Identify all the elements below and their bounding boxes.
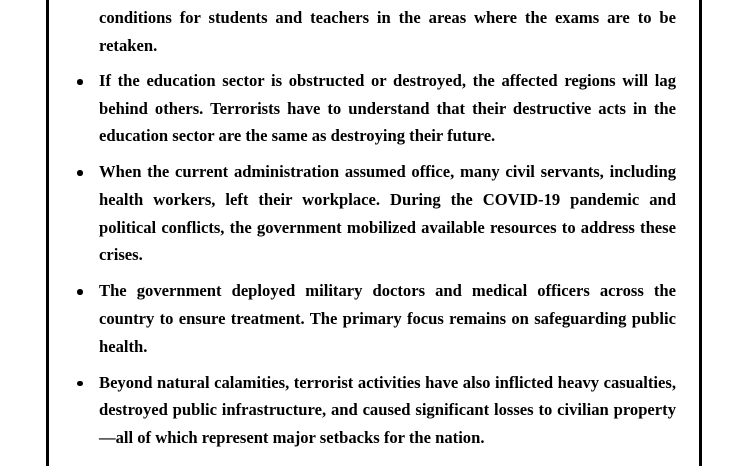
bullet-icon — [77, 381, 83, 387]
bullet-icon — [77, 289, 83, 295]
bullet-item-military-doctors — [99, 277, 676, 360]
bullet-text: The government deployed military doctors and medical officers across the country to ensure treatment. The primary focus remains on safeguarding public health. — [99, 281, 676, 356]
continuation-paragraph: conditions for students and teachers in the areas where the exams are to be retaken. — [99, 8, 676, 55]
bullet-list — [99, 4, 676, 460]
bullet-item-education — [99, 67, 676, 150]
bullet-text: Beyond natural calamities, terrorist activities have also inflicted heavy casualties, destroyed public infrastructure, and caused significant losses to civilian property—all of which represent major setbacks for the nation. — [99, 372, 676, 447]
bullet-icon — [77, 170, 83, 176]
bullet-text: If the education sector is obstructed or destroyed, the affected regions will lag behind others. Terrorists have to understand that their destructive acts in the education sector are the same as destroying their future. — [99, 71, 676, 146]
bullet-item-civil-servants — [99, 158, 676, 268]
bullet-item-terrorist-activities — [99, 369, 676, 452]
bullet-icon — [77, 79, 83, 85]
bullet-text: When the current administration assumed office, many civil servants, including health workers, left their workplace. During the COVID-19 pandemic and political conflicts, the government mobilized available resources to address these crises. — [99, 162, 676, 265]
